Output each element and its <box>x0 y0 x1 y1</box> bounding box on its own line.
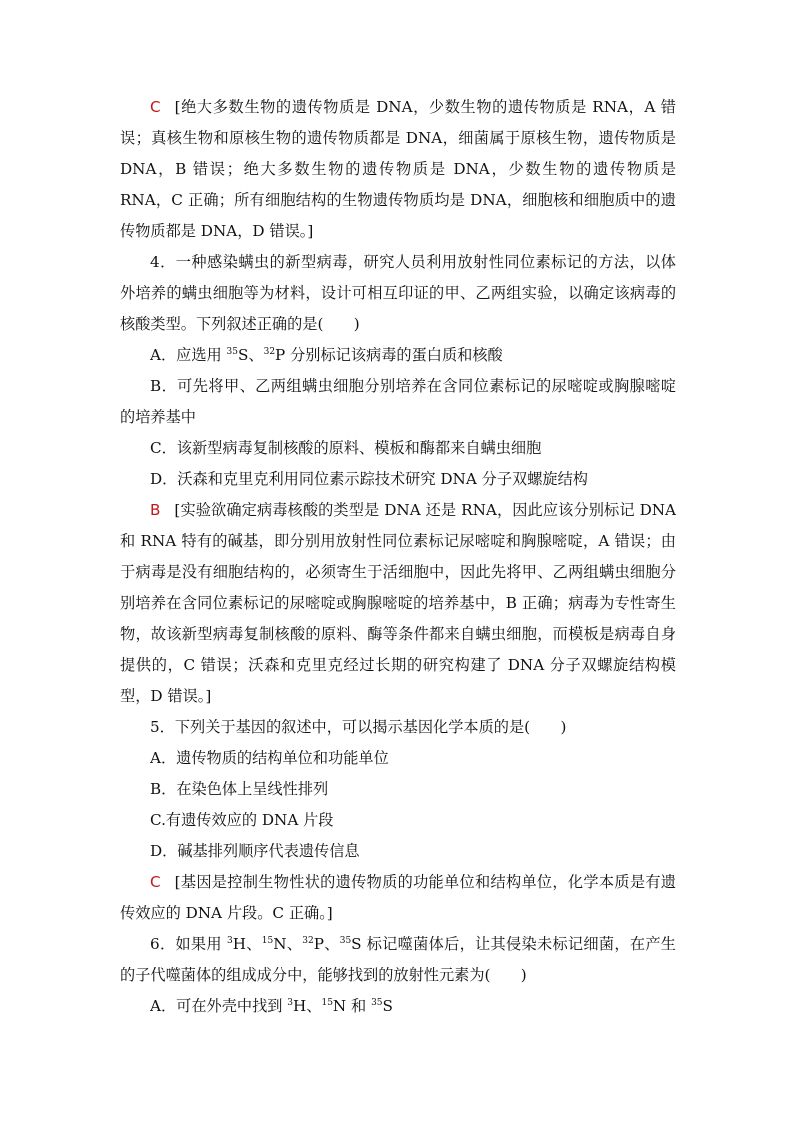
q6-stem: 6．如果用 $^3$H、$^{15}$N、$^{32}$P、$^{35}$S 标记噬菌体后，让其侵染未标记细菌，在产生的子代噬菌体的组成成分中，能够找到的放射性元素为( ) <box>120 935 676 984</box>
q4-answer: B <box>150 501 161 519</box>
q5-option-b: B．在染色体上呈线性排列 <box>150 780 329 798</box>
q4-explanation <box>120 495 676 712</box>
q5-explanation <box>120 867 676 929</box>
q4-explanation-text: [实验欲确定病毒核酸的类型是 DNA 还是 RNA，因此应该分别标记 DNA 和 RNA 特有的碱基，即分别用放射性同位素标记尿嘧啶和胸腺嘧啶，A 错误；由于病毒是没有细胞结构的，必须寄生于活细胞中，因此先将甲、乙两组螨虫细胞分别培养在含同位素标记的尿嘧啶或胸腺嘧啶的培养基中，B 正确；病毒为专性寄生物，故该新型病毒复制核酸的原料、酶等条件都来自螨虫细胞，而模板是病毒自身提供的，C 错误；沃森和克里克经过长期的研究构建了 DNA 分子双螺旋结构模型，D 错误。] <box>120 501 676 705</box>
q3-explanation <box>120 92 676 247</box>
q4-option-d: D．沃森和克里克利用同位素示踪技术研究 DNA 分子双螺旋结构 <box>150 470 588 488</box>
q5-stem: 5．下列关于基因的叙述中，可以揭示基因化学本质的是( ) <box>150 718 567 736</box>
q5-option-c: C.有遗传效应的 DNA 片段 <box>150 811 334 829</box>
q5-explanation-text: [基因是控制生物性状的遗传物质的功能单位和结构单位，化学本质是有遗传效应的 DNA 片段。C 正确。] <box>120 873 676 922</box>
q5-option-d: D．碱基排列顺序代表遗传信息 <box>150 842 360 860</box>
q4-option-a: A．应选用 $^{35}$S、$^{32}$P 分别标记该病毒的蛋白质和核酸 <box>150 346 503 364</box>
document-page <box>120 92 676 1022</box>
q6-option-a: A．可在外壳中找到 $^3$H、$^{15}$N 和 $^{35}$S <box>150 997 393 1015</box>
q3-answer: C <box>150 98 161 116</box>
q4-option-c: C．该新型病毒复制核酸的原料、模板和酶都来自螨虫细胞 <box>150 439 542 457</box>
q3-explanation-text: [绝大多数生物的遗传物质是 DNA，少数生物的遗传物质是 RNA，A 错误；真核生物和原核生物的遗传物质都是 DNA，细菌属于原核生物，遗传物质是 DNA，B 错误；绝大多数生物的遗传物质是 DNA，少数生物的遗传物质是 RNA，C 正确；所有细胞结构的生物遗传物质均是 DNA，细胞核和细胞质中的遗传物质都是 DNA，D 错误。] <box>120 98 676 240</box>
q4-option-b: B．可先将甲、乙两组螨虫细胞分别培养在含同位素标记的尿嘧啶或胸腺嘧啶的培养基中 <box>120 377 676 426</box>
q5-option-a: A．遗传物质的结构单位和功能单位 <box>150 749 389 767</box>
q5-answer: C <box>150 873 161 891</box>
q4-stem: 4．一种感染螨虫的新型病毒，研究人员利用放射性同位素标记的方法，以体外培养的螨虫细胞等为材料，设计可相互印证的甲、乙两组实验，以确定该病毒的核酸类型。下列叙述正确的是( ) <box>120 253 676 333</box>
